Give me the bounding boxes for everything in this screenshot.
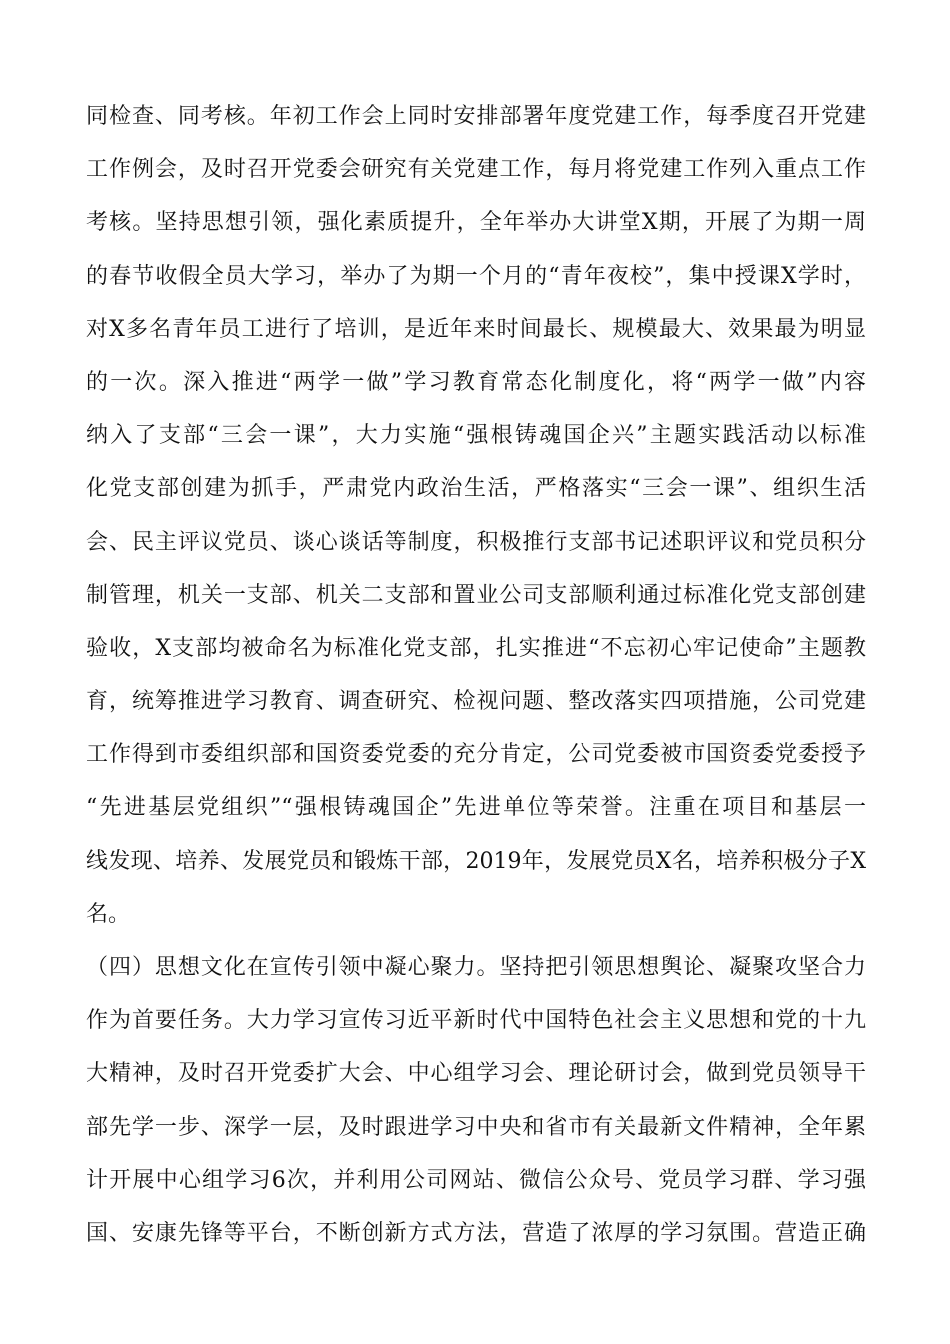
text-line: 部先学一步、深学一层，及时跟进学习中央和省市有关最新文件精神，全年累 <box>86 1114 866 1140</box>
text-line: 验收，X支部均被命名为标准化党支部，扎实推进“不忘初心牢记使命”主题教 <box>86 635 866 661</box>
text-line: 的春节收假全员大学习，举办了为期一个月的“青年夜校”，集中授课X学时， <box>86 263 866 289</box>
text-line: 制管理，机关一支部、机关二支部和置业公司支部顺利通过标准化党支部创建 <box>86 582 866 608</box>
text-line: 会、民主评议党员、谈心谈话等制度，积极推行支部书记述职评议和党员积分 <box>86 529 866 555</box>
text-line: 对X多名青年员工进行了培训，是近年来时间最长、规模最大、效果最为明显 <box>86 316 866 342</box>
text-line: 国、安康先锋等平台，不断创新方式方法，营造了浓厚的学习氛围。营造正确 <box>86 1220 866 1246</box>
text-line: 工作例会，及时召开党委会研究有关党建工作，每月将党建工作列入重点工作 <box>86 157 866 183</box>
section-heading-line: （四）思想文化在宣传引领中凝心聚力。坚持把引领思想舆论、凝聚攻坚合力 <box>86 955 866 980</box>
text-line: 的一次。深入推进“两学一做”学习教育常态化制度化，将“两学一做”内容 <box>86 369 866 395</box>
text-line: 大精神，及时召开党委扩大会、中心组学习会、理论研讨会，做到党员领导干 <box>86 1061 866 1087</box>
text-line: “先进基层党组织”“强根铸魂国企”先进单位等荣誉。注重在项目和基层一 <box>86 795 866 821</box>
text-line: 同检查、同考核。年初工作会上同时安排部署年度党建工作，每季度召开党建 <box>86 104 866 129</box>
text-line: 作为首要任务。大力学习宣传习近平新时代中国特色社会主义思想和党的十九 <box>86 1008 866 1034</box>
text-line: 考核。坚持思想引领，强化素质提升，全年举办大讲堂X期，开展了为期一周 <box>86 210 866 236</box>
text-line: 名。 <box>86 901 131 927</box>
text-line: 计开展中心组学习6次，并利用公司网站、微信公众号、党员学习群、学习强 <box>86 1167 866 1193</box>
text-line: 线发现、培养、发展党员和锻炼干部，2019年，发展党员X名，培养积极分子X <box>86 848 866 874</box>
text-line: 育，统筹推进学习教育、调查研究、检视问题、整改落实四项措施，公司党建 <box>86 689 866 715</box>
text-line: 化党支部创建为抓手，严肃党内政治生活，严格落实“三会一课”、组织生活 <box>86 476 866 502</box>
text-line: 工作得到市委组织部和国资委党委的充分肯定，公司党委被市国资委党委授予 <box>86 742 866 768</box>
text-line: 纳入了支部“三会一课”，大力实施“强根铸魂国企兴”主题实践活动以标准 <box>86 423 866 449</box>
body-text <box>86 90 866 1260</box>
